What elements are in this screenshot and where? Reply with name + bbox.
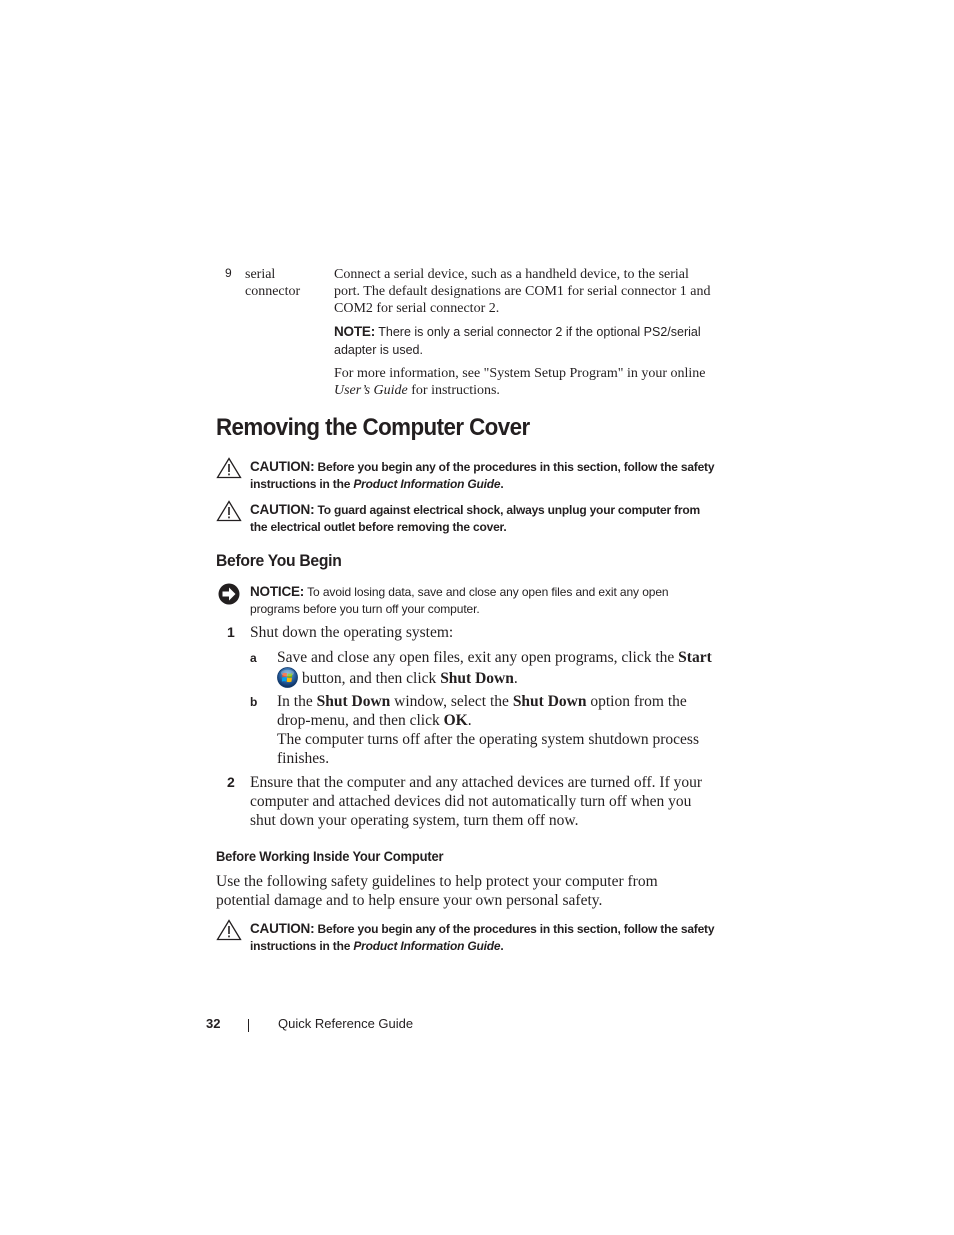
notice-text xyxy=(250,583,715,618)
step-number: 1 xyxy=(227,624,235,640)
substep-text: option from the drop-menu, and then click xyxy=(277,693,687,729)
table-row-number: 9 xyxy=(225,266,232,280)
warning-triangle-icon xyxy=(216,457,242,479)
page-number: 32 xyxy=(206,1016,221,1031)
note-text: There is only a serial connector 2 if the optional PS2/serial adapter is used. xyxy=(334,325,701,357)
substep-followup: The computer turns off after the operating system shutdown process finishes. xyxy=(277,731,699,767)
windows-start-orb-icon xyxy=(277,667,298,688)
substep-text: . xyxy=(513,670,518,687)
section-title: Removing the Computer Cover xyxy=(216,414,530,441)
table-row-description xyxy=(334,266,714,405)
warning-triangle-icon xyxy=(216,919,242,941)
footer-divider xyxy=(248,1019,249,1032)
notice-arrow-icon xyxy=(218,583,240,605)
note-label: NOTE: xyxy=(334,324,375,339)
more-info-tail: for instructions. xyxy=(407,383,500,398)
substep-letter: a xyxy=(250,651,257,665)
start-label: Start xyxy=(678,649,712,666)
table-row-name: serial connector xyxy=(245,267,301,299)
shut-down-window-label: Shut Down xyxy=(316,693,391,710)
shut-down-option-label: Shut Down xyxy=(512,693,587,710)
notice-label: NOTICE: xyxy=(250,584,305,599)
step-text: Ensure that the computer and any attached devices are turned off. If your computer and attached devices did not automatically turn off when you shut down your operating system, turn them off now. xyxy=(250,774,703,829)
shut-down-label: Shut Down xyxy=(440,670,514,687)
caution-text-2 xyxy=(250,501,715,536)
footer-guide-title: Quick Reference Guide xyxy=(278,1016,414,1031)
substep-b-text xyxy=(277,692,717,768)
caution-text-3 xyxy=(250,920,715,955)
caution-body: To guard against electrical shock, always unplug your computer from the electrical outlet before removing the cover. xyxy=(250,503,700,534)
substep-text: Save and close any open files, exit any open programs, click the xyxy=(277,649,679,666)
caution-tail: . xyxy=(500,477,504,491)
more-info xyxy=(334,365,714,399)
more-info-text: For more information, see "System Setup Program" in your online xyxy=(334,366,706,381)
caution-label: CAUTION: xyxy=(250,459,315,474)
note xyxy=(334,323,714,359)
substep-text: In the xyxy=(277,693,317,710)
caution-label: CAUTION: xyxy=(250,502,315,517)
caution-block-2 xyxy=(216,501,716,537)
substep-text: button, and then click xyxy=(302,670,441,687)
substep-text: . xyxy=(467,712,472,729)
more-info-guide: User’s Guide xyxy=(334,383,408,398)
substep-text: window, select the xyxy=(390,693,513,710)
caution-tail: . xyxy=(500,939,504,953)
caution-body: Before you begin any of the procedures in this section, follow the safety instructions in the xyxy=(250,922,715,953)
intro-paragraph: Use the following safety guidelines to help protect your computer from potential damage and to help ensure your own personal safety. xyxy=(216,873,658,909)
caution-guide-name: Product Information Guide xyxy=(353,939,501,953)
caution-body: Before you begin any of the procedures in this section, follow the safety instructions in the xyxy=(250,460,715,491)
step-text: Shut down the operating system: xyxy=(250,624,454,641)
caution-block-3 xyxy=(216,920,716,956)
warning-triangle-icon xyxy=(216,500,242,522)
step-number: 2 xyxy=(227,774,235,790)
subsub-title: Before Working Inside Your Computer xyxy=(216,849,444,864)
caution-guide-name: Product Information Guide xyxy=(353,477,501,491)
caution-block-1 xyxy=(216,458,716,494)
substep-letter: b xyxy=(250,695,258,709)
caution-label: CAUTION: xyxy=(250,921,315,936)
caution-text-1 xyxy=(250,458,715,493)
ok-label: OK xyxy=(443,712,468,729)
substep-a-text xyxy=(277,648,717,688)
notice-body: To avoid losing data, save and close any open files and exit any open programs before you turn off your computer. xyxy=(250,585,669,616)
description-text: Connect a serial device, such as a handheld device, to the serial port. The default designations are COM1 for serial connector 1 and COM2 for serial connector 2. xyxy=(334,267,711,316)
subsection-title: Before You Begin xyxy=(216,552,342,570)
